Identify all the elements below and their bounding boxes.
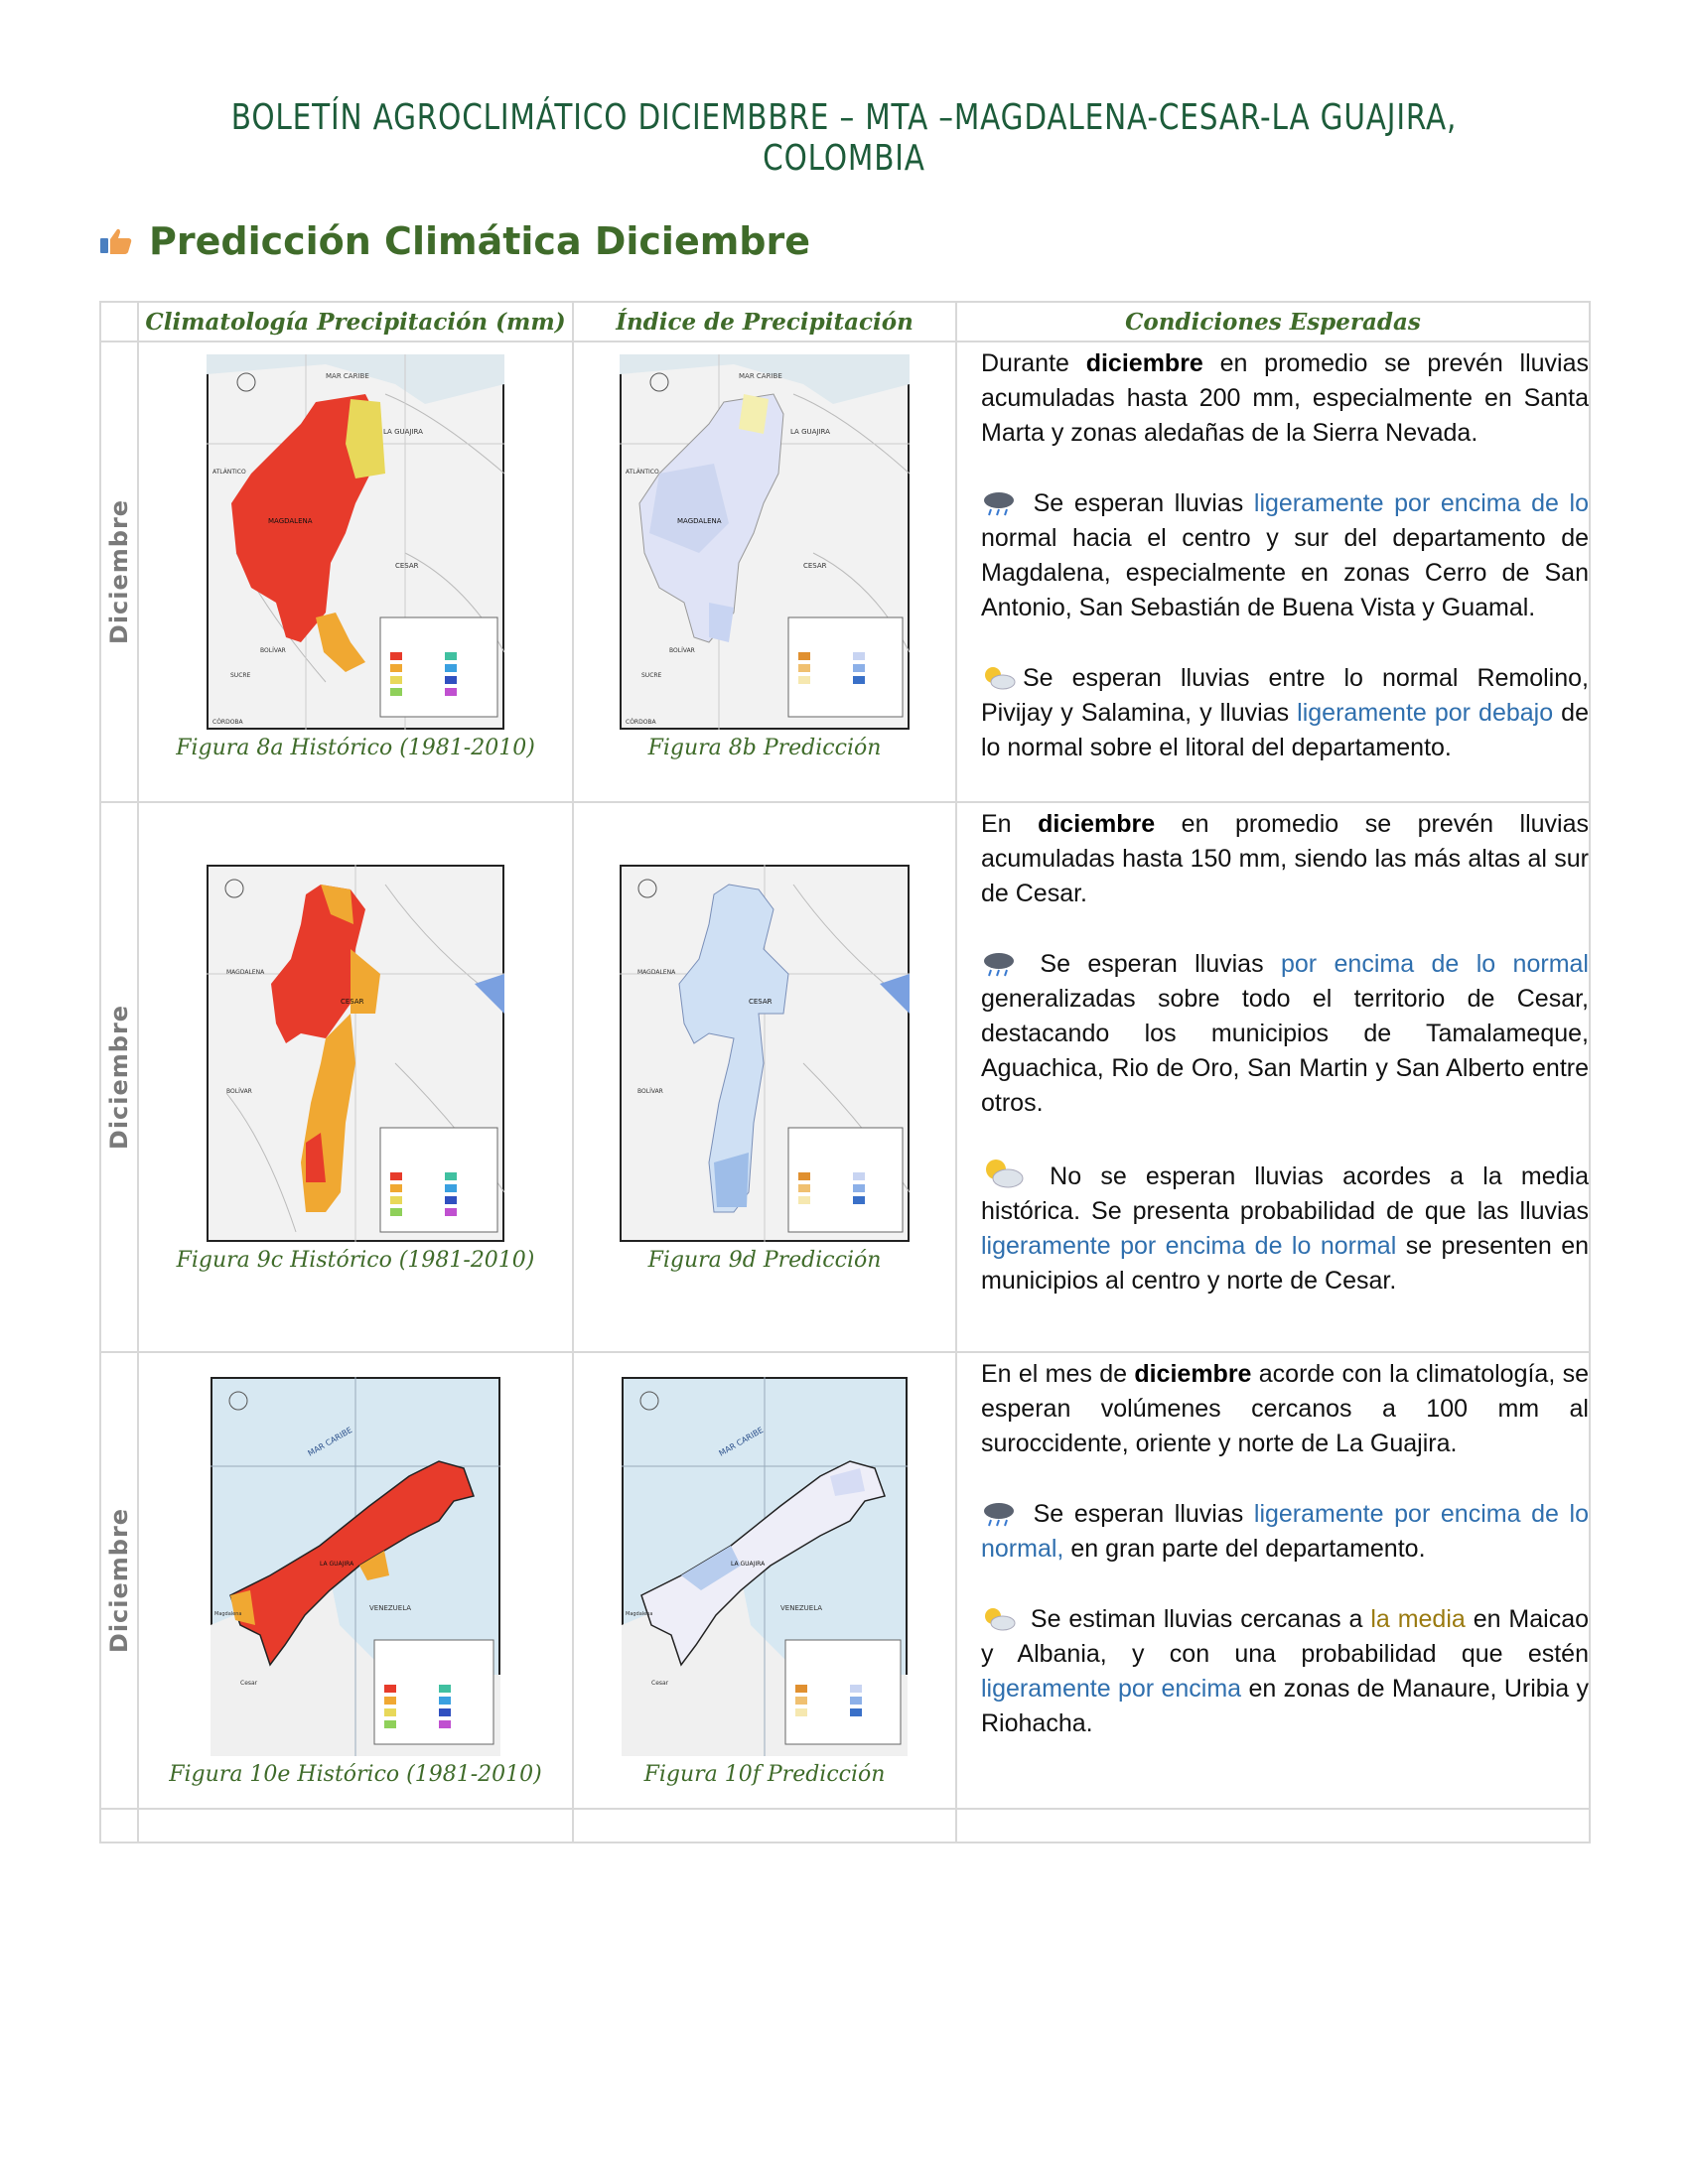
figure-caption: Figura 10e Histórico (1981-2010) bbox=[169, 1762, 542, 1787]
bulletin-header: BOLETÍN AGROCLIMÁTICO DICIEMBBRE – MTA –MAGDALENA-CESAR-LA GUAJIRA, COLOMBIA bbox=[230, 97, 1458, 179]
col-header-condiciones: Condiciones Esperadas bbox=[956, 302, 1590, 341]
svg-text:MAR CARIBE: MAR CARIBE bbox=[717, 1425, 766, 1458]
svg-text:BOLÍVAR: BOLÍVAR bbox=[226, 1088, 252, 1095]
conditions-cell bbox=[956, 802, 1590, 1352]
svg-text:VENEZUELA: VENEZUELA bbox=[369, 1604, 412, 1612]
svg-text:CESAR: CESAR bbox=[749, 998, 773, 1006]
svg-text:CESAR: CESAR bbox=[803, 562, 827, 570]
rain-cloud-icon bbox=[981, 489, 1017, 517]
map-magdalena-historico bbox=[207, 354, 504, 730]
svg-text:Magdalena: Magdalena bbox=[214, 1611, 242, 1617]
svg-text:SUCRE: SUCRE bbox=[641, 672, 662, 679]
figure-caption: Figura 10f Predicción bbox=[643, 1762, 886, 1787]
table-row bbox=[100, 802, 1590, 1352]
col-header-indice: Índice de Precipitación bbox=[573, 302, 956, 341]
sun-cloud-icon bbox=[981, 1157, 1025, 1190]
svg-text:SUCRE: SUCRE bbox=[230, 672, 251, 679]
table-row bbox=[100, 1352, 1590, 1809]
svg-text:ATLÁNTICO: ATLÁNTICO bbox=[212, 469, 246, 476]
corner-cell bbox=[100, 302, 138, 341]
prediction-table bbox=[99, 301, 1591, 1843]
figure-cell bbox=[573, 802, 956, 1352]
row-side-label: Diciembre bbox=[100, 802, 138, 1352]
svg-text:Cesar: Cesar bbox=[240, 1680, 258, 1687]
svg-text:MAR CARIBE: MAR CARIBE bbox=[306, 1425, 354, 1458]
row-side-label: Diciembre bbox=[100, 1352, 138, 1809]
map-cesar-historico bbox=[207, 865, 504, 1242]
svg-text:Magdalena: Magdalena bbox=[626, 1611, 653, 1617]
svg-text:CESAR: CESAR bbox=[341, 998, 364, 1006]
map-magdalena-prediccion bbox=[620, 354, 910, 730]
svg-text:MAGDALENA: MAGDALENA bbox=[268, 517, 313, 525]
section-title: Predicción Climática Diciembre bbox=[149, 219, 811, 263]
figure-caption: Figura 8a Histórico (1981-2010) bbox=[176, 736, 535, 760]
conditions-text: En diciembre en promedio se prevén lluvias acumuladas hasta 150 mm, siendo las más altas al sur de Cesar. Se esperan lluvias por encima de lo normal generalizadas sobre todo el territorio de Cesar, destacando los municipios de Tamalameque, Aguachica, Rio de Oro, San Martin y San Alberto entre otros. No se esperan lluvias acordes a la media histórica. Se presenta probabilidad de que las lluvias ligeramente por encima de lo normal se presenten en municipios al centro y norte de Cesar. bbox=[981, 810, 1590, 1295]
svg-text:VENEZUELA: VENEZUELA bbox=[780, 1604, 823, 1612]
svg-text:LA GUAJIRA: LA GUAJIRA bbox=[320, 1561, 354, 1568]
figure-caption: Figura 8b Predicción bbox=[647, 736, 882, 760]
svg-text:ATLÁNTICO: ATLÁNTICO bbox=[626, 469, 659, 476]
svg-text:BOLÍVAR: BOLÍVAR bbox=[637, 1088, 663, 1095]
rain-cloud-icon bbox=[981, 950, 1017, 978]
col-header-climatologia: Climatología Precipitación (mm) bbox=[138, 302, 573, 341]
svg-text:BOLÍVAR: BOLÍVAR bbox=[260, 647, 286, 654]
svg-text:Cesar: Cesar bbox=[651, 1680, 669, 1687]
figure-cell bbox=[138, 1352, 573, 1809]
figure-cell bbox=[573, 341, 956, 802]
conditions-cell bbox=[956, 341, 1590, 802]
table-header-row bbox=[100, 302, 1590, 341]
figure-caption: Figura 9c Histórico (1981-2010) bbox=[176, 1248, 535, 1273]
table-empty-row bbox=[100, 1809, 1590, 1843]
section-heading bbox=[99, 216, 810, 266]
figure-caption: Figura 9d Predicción bbox=[647, 1248, 882, 1273]
svg-text:MAGDALENA: MAGDALENA bbox=[226, 969, 265, 976]
map-cesar-prediccion bbox=[620, 865, 910, 1242]
svg-text:CÓRDOBA: CÓRDOBA bbox=[626, 719, 656, 726]
map-guajira-prediccion bbox=[622, 1377, 908, 1756]
figure-cell bbox=[138, 341, 573, 802]
conditions-text: Durante diciembre en promedio se prevén lluvias acumuladas hasta 200 mm, especialmente en Santa Marta y zonas aledañas de la Sierra Nevada. Se esperan lluvias ligeramente por encima de lo normal hacia el centro y sur del departamento de Magdalena, especialmente en zonas Cerro de San Antonio, San Sebastián de Buena Vista y Guamal. Se esperan lluvias entre lo normal Remolino, Pivijay y Salamina, y lluvias ligeramente por debajo de lo normal sobre el litoral del departamento. bbox=[981, 349, 1590, 761]
rain-cloud-icon bbox=[981, 1500, 1017, 1528]
figure-cell bbox=[138, 802, 573, 1352]
svg-text:MAR CARIBE: MAR CARIBE bbox=[326, 372, 369, 380]
svg-text:MAGDALENA: MAGDALENA bbox=[677, 517, 722, 525]
svg-text:LA GUAJIRA: LA GUAJIRA bbox=[790, 428, 830, 436]
svg-text:MAGDALENA: MAGDALENA bbox=[637, 969, 676, 976]
map-guajira-historico bbox=[211, 1377, 500, 1756]
svg-text:CESAR: CESAR bbox=[395, 562, 419, 570]
svg-text:MAR CARIBE: MAR CARIBE bbox=[739, 372, 782, 380]
svg-text:LA GUAJIRA: LA GUAJIRA bbox=[383, 428, 423, 436]
sun-cloud-icon bbox=[981, 1605, 1017, 1633]
row-side-label: Diciembre bbox=[100, 341, 138, 802]
conditions-text: En el mes de diciembre acorde con la climatología, se esperan volúmenes cercanos a 100 mm al suroccidente, oriente y norte de La Guajira. Se esperan lluvias ligeramente por encima de lo normal, en gran parte del departamento. Se estiman lluvias cercanas a la media en Maicao y Albania, y con una probabilidad que estén ligeramente por encima en zonas de Manaure, Uribia y Riohacha. bbox=[981, 1360, 1589, 1737]
sun-cloud-icon bbox=[981, 664, 1017, 692]
svg-text:CÓRDOBA: CÓRDOBA bbox=[212, 719, 243, 726]
svg-text:BOLÍVAR: BOLÍVAR bbox=[669, 647, 695, 654]
thumbs-up-icon bbox=[99, 227, 133, 255]
figure-cell bbox=[573, 1352, 956, 1809]
table-row bbox=[100, 341, 1590, 802]
svg-text:LA GUAJIRA: LA GUAJIRA bbox=[731, 1561, 766, 1568]
conditions-cell bbox=[956, 1352, 1590, 1809]
